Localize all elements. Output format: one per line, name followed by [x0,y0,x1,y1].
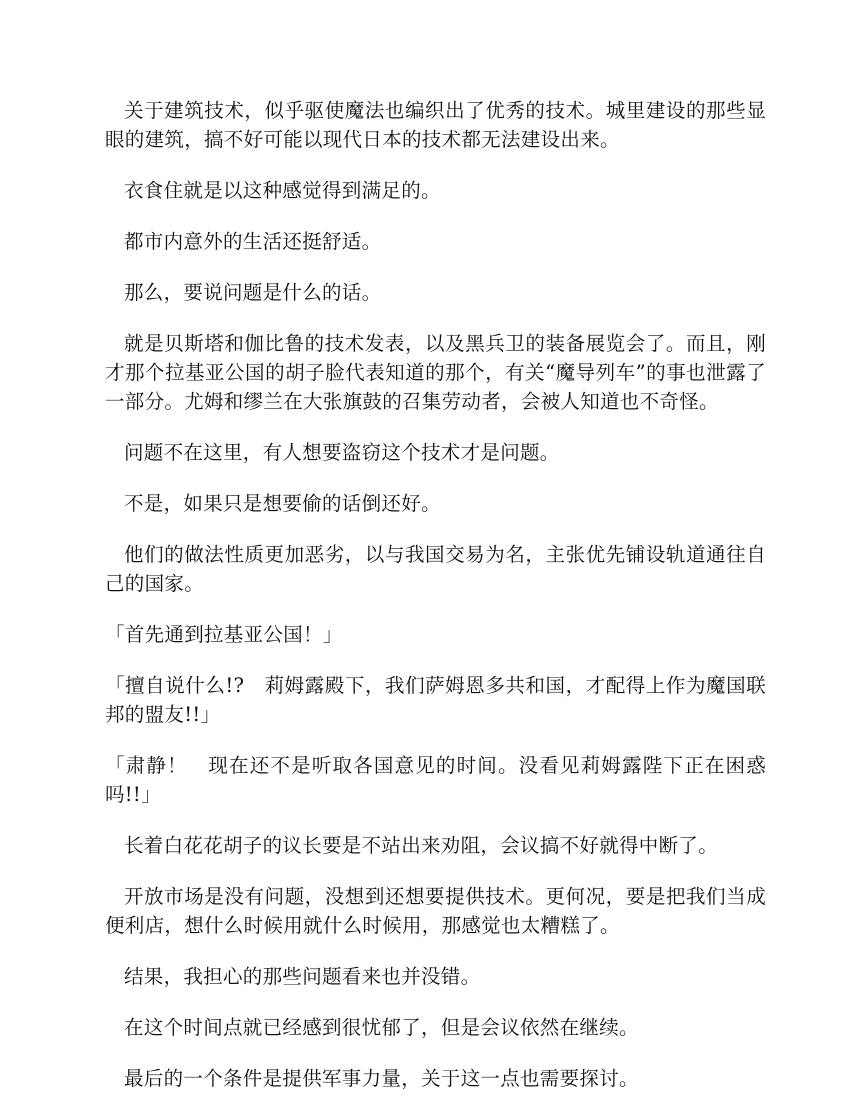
dialogue-line-2: 「擅自说什么!? 莉姆露殿下，我们萨姆恩多共和国，才配得上作为魔国联邦的盟友!!」 [105,674,766,726]
paragraph-5: 就是贝斯塔和伽比鲁的技术发表，以及黑兵卫的装备展览会了。而且，刚才那个拉基亚公国的胡子脸代表知道的那个，有关“魔导列车”的事也泄露了一部分。尤姆和缪兰在大张旗鼓的召集劳动者，会被人知道也不奇怪。 [105,332,766,413]
paragraph-10: 开放市场是没有问题，没想到还想要提供技术。更何况，要是把我们当成便利店，想什么时候用就什么时候用，那感觉也太糟糕了。 [105,885,766,937]
paragraph-13: 最后的一个条件是提供军事力量，关于这一点也需要探讨。 [124,1067,639,1090]
paragraph-2: 衣食住就是以这种感觉得到满足的。 [124,179,441,202]
paragraph-4: 那么，要说问题是什么的话。 [124,281,382,304]
dialogue-line-3: 「肃静！ 现在还不是听取各国意见的时间。没看见莉姆露陛下正在困惑吗!!」 [105,754,766,806]
paragraph-7: 不是，如果只是想要偷的话倒还好。 [124,492,441,515]
dialogue-line-1: 「首先通到拉基亚公国！」 [105,623,343,646]
paragraph-11: 结果，我担心的那些问题看来也并没错。 [124,965,481,988]
paragraph-9: 长着白花花胡子的议长要是不站出来劝阻，会议搞不好就得中断了。 [124,834,719,857]
paragraph-12: 在这个时间点就已经感到很忧郁了，但是会议依然在继续。 [124,1016,639,1039]
paragraph-8: 他们的做法性质更加恶劣，以与我国交易为名，主张优先铺设轨道通往自己的国家。 [105,543,766,595]
paragraph-3: 都市内意外的生活还挺舒适。 [124,230,382,253]
paragraph-6: 问题不在这里，有人想要盗窃这个技术才是问题。 [124,441,560,464]
paragraph-1: 关于建筑技术，似乎驱使魔法也编织出了优秀的技术。城里建设的那些显眼的建筑，搞不好可能以现代日本的技术都无法建设出来。 [105,99,766,151]
